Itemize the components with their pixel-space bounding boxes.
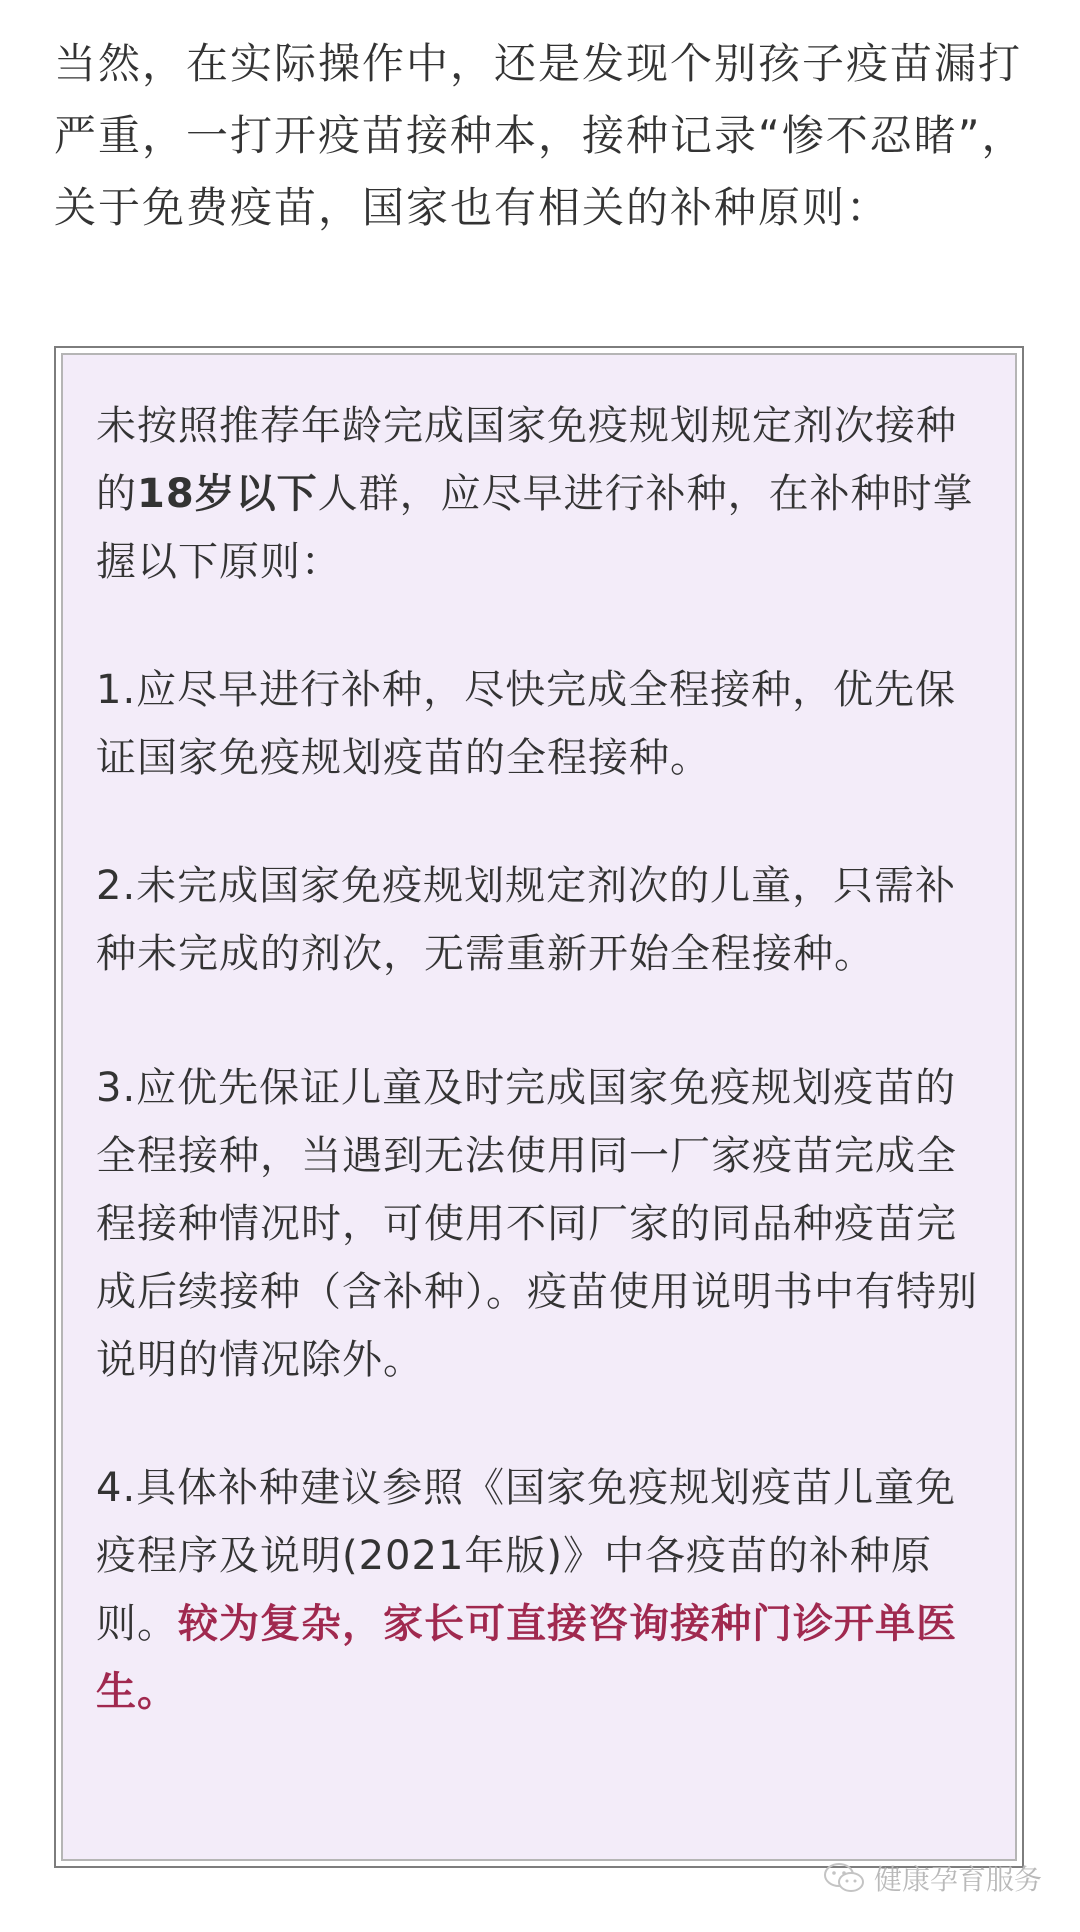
watermark (822, 1858, 1042, 1898)
consult-doctor-highlight: 较为复杂，家长可直接咨询接种门诊开单医生。 (96, 1601, 957, 1715)
callout-intro (96, 392, 982, 596)
principle-4 (96, 1454, 982, 1726)
callout-intro-text-end: 人群，应尽早进行补种，在补种时掌握以下原则： (96, 471, 974, 585)
callout-intro-text: 未按照推荐年龄完成国家免疫规划规定剂次接种的 (96, 403, 957, 517)
catch-up-vaccination-box (54, 346, 1024, 1868)
wechat-icon (822, 1861, 866, 1895)
watermark-text: 健康孕育服务 (873, 1863, 1042, 1896)
intro-paragraph: 当然，在实际操作中，还是发现个别孩子疫苗漏打严重，一打开疫苗接种本，接种记录“惨不忍睹”，关于免费疫苗，国家也有相关的补种原则： (54, 39, 1026, 232)
age-emphasis: 18岁以下 (137, 471, 318, 517)
principle-4-text: 4.具体补种建议参照《国家免疫规划疫苗儿童免疫程序及说明(2021年版)》中各疫苗的补种原则。 (96, 1465, 957, 1647)
principle-1: 1.应尽早进行补种，尽快完成全程接种，优先保证国家免疫规划疫苗的全程接种。 (96, 667, 957, 781)
principle-3: 3.应优先保证儿童及时完成国家免疫规划疫苗的全程接种，当遇到无法使用同一厂家疫苗完成全程接种情况时，可使用不同厂家的同品种疫苗完成后续接种（含补种）。疫苗使用说明书中有特别说明的情况除外。 (96, 1065, 978, 1383)
principle-2: 2.未完成国家免疫规划规定剂次的儿童，只需补种未完成的剂次，无需重新开始全程接种。 (96, 863, 957, 977)
